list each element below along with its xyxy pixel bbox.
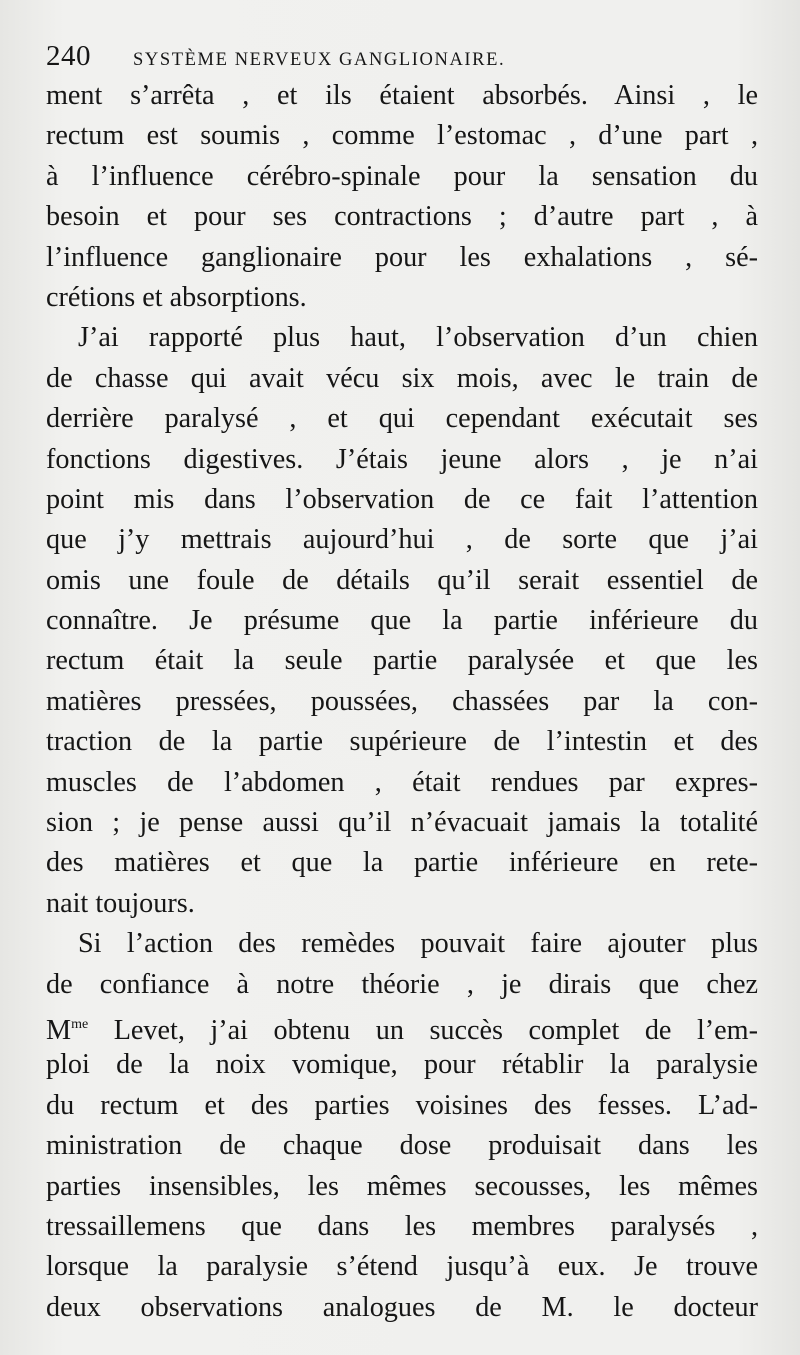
page-number: 240 [46, 40, 91, 72]
text-line: ministration de chaque dose produisait dans les [46, 1130, 758, 1162]
text-line: rectum était la seule partie paralysée et que les [46, 645, 758, 677]
text-line: des matières et que la partie inférieure en rete- [46, 847, 758, 879]
text-line: connaître. Je présume que la partie inférieure du [46, 605, 758, 637]
text-line: traction de la partie supérieure de l’intestin et des [46, 726, 758, 758]
text-line: lorsque la paralysie s’étend jusqu’à eux. Je trouve [46, 1251, 758, 1283]
text-line: nait toujours. [46, 887, 195, 919]
text-line: de confiance à notre théorie , je dirais que chez [46, 968, 758, 1000]
text-line: que j’y mettrais aujourd’hui , de sorte que j’ai [46, 524, 758, 556]
text-line: du rectum et des parties voisines des fesses. L’ad- [46, 1089, 758, 1121]
text-line: derrière paralysé , et qui cependant exécutait ses [46, 403, 758, 435]
text-line: besoin et pour ses contractions ; d’autre part , à [46, 201, 758, 233]
text-line: deux observations analogues de M. le docteur [46, 1291, 758, 1323]
text-line-mme: $M^{me}$ Levet, j’ai obtenu un succès complet de l’em- [46, 1014, 758, 1046]
text-line: à l’influence cérébro-spinale pour la sensation du [46, 160, 758, 192]
text-line: rectum est soumis , comme l’estomac , d’une part , [46, 120, 758, 152]
text-line: parties insensibles, les mêmes secousses, les mêmes [46, 1170, 758, 1202]
text-line: ploi de la noix vomique, pour rétablir la paralysie [46, 1049, 758, 1081]
text-line: crétions et absorptions. [46, 281, 307, 313]
text-line: omis une foule de détails qu’il serait essentiel de [46, 564, 758, 596]
text-line: fonctions digestives. J’étais jeune alors , je n’ai [46, 443, 758, 475]
text-line: de chasse qui avait vécu six mois, avec le train de [46, 362, 758, 394]
text-line: point mis dans l’observation de ce fait l’attention [46, 483, 758, 515]
text-line: ment s’arrêta , et ils étaient absorbés. Ainsi , le [46, 80, 758, 111]
body-text [46, 76, 758, 1328]
text-line: muscles de l’abdomen , était rendues par expres- [46, 766, 758, 798]
text-line: matières pressées, poussées, chassées par la con- [46, 685, 758, 717]
text-line: tressaillemens que dans les membres paralysés , [46, 1210, 758, 1242]
text-line: J’ai rapporté plus haut, l’observation d’un chien [78, 322, 758, 354]
mme-abbrev: $M^{me}$ [46, 1014, 89, 1046]
page-header [46, 40, 758, 73]
running-head: SYSTÈME NERVEUX GANGLIONAIRE. [133, 50, 506, 70]
text-line: Si l’action des remèdes pouvait faire ajouter plus [78, 928, 758, 960]
text-line: l’influence ganglionaire pour les exhalations , sé- [46, 241, 758, 273]
text-line: sion ; je pense aussi qu’il n’évacuait jamais la totalité [46, 807, 758, 839]
